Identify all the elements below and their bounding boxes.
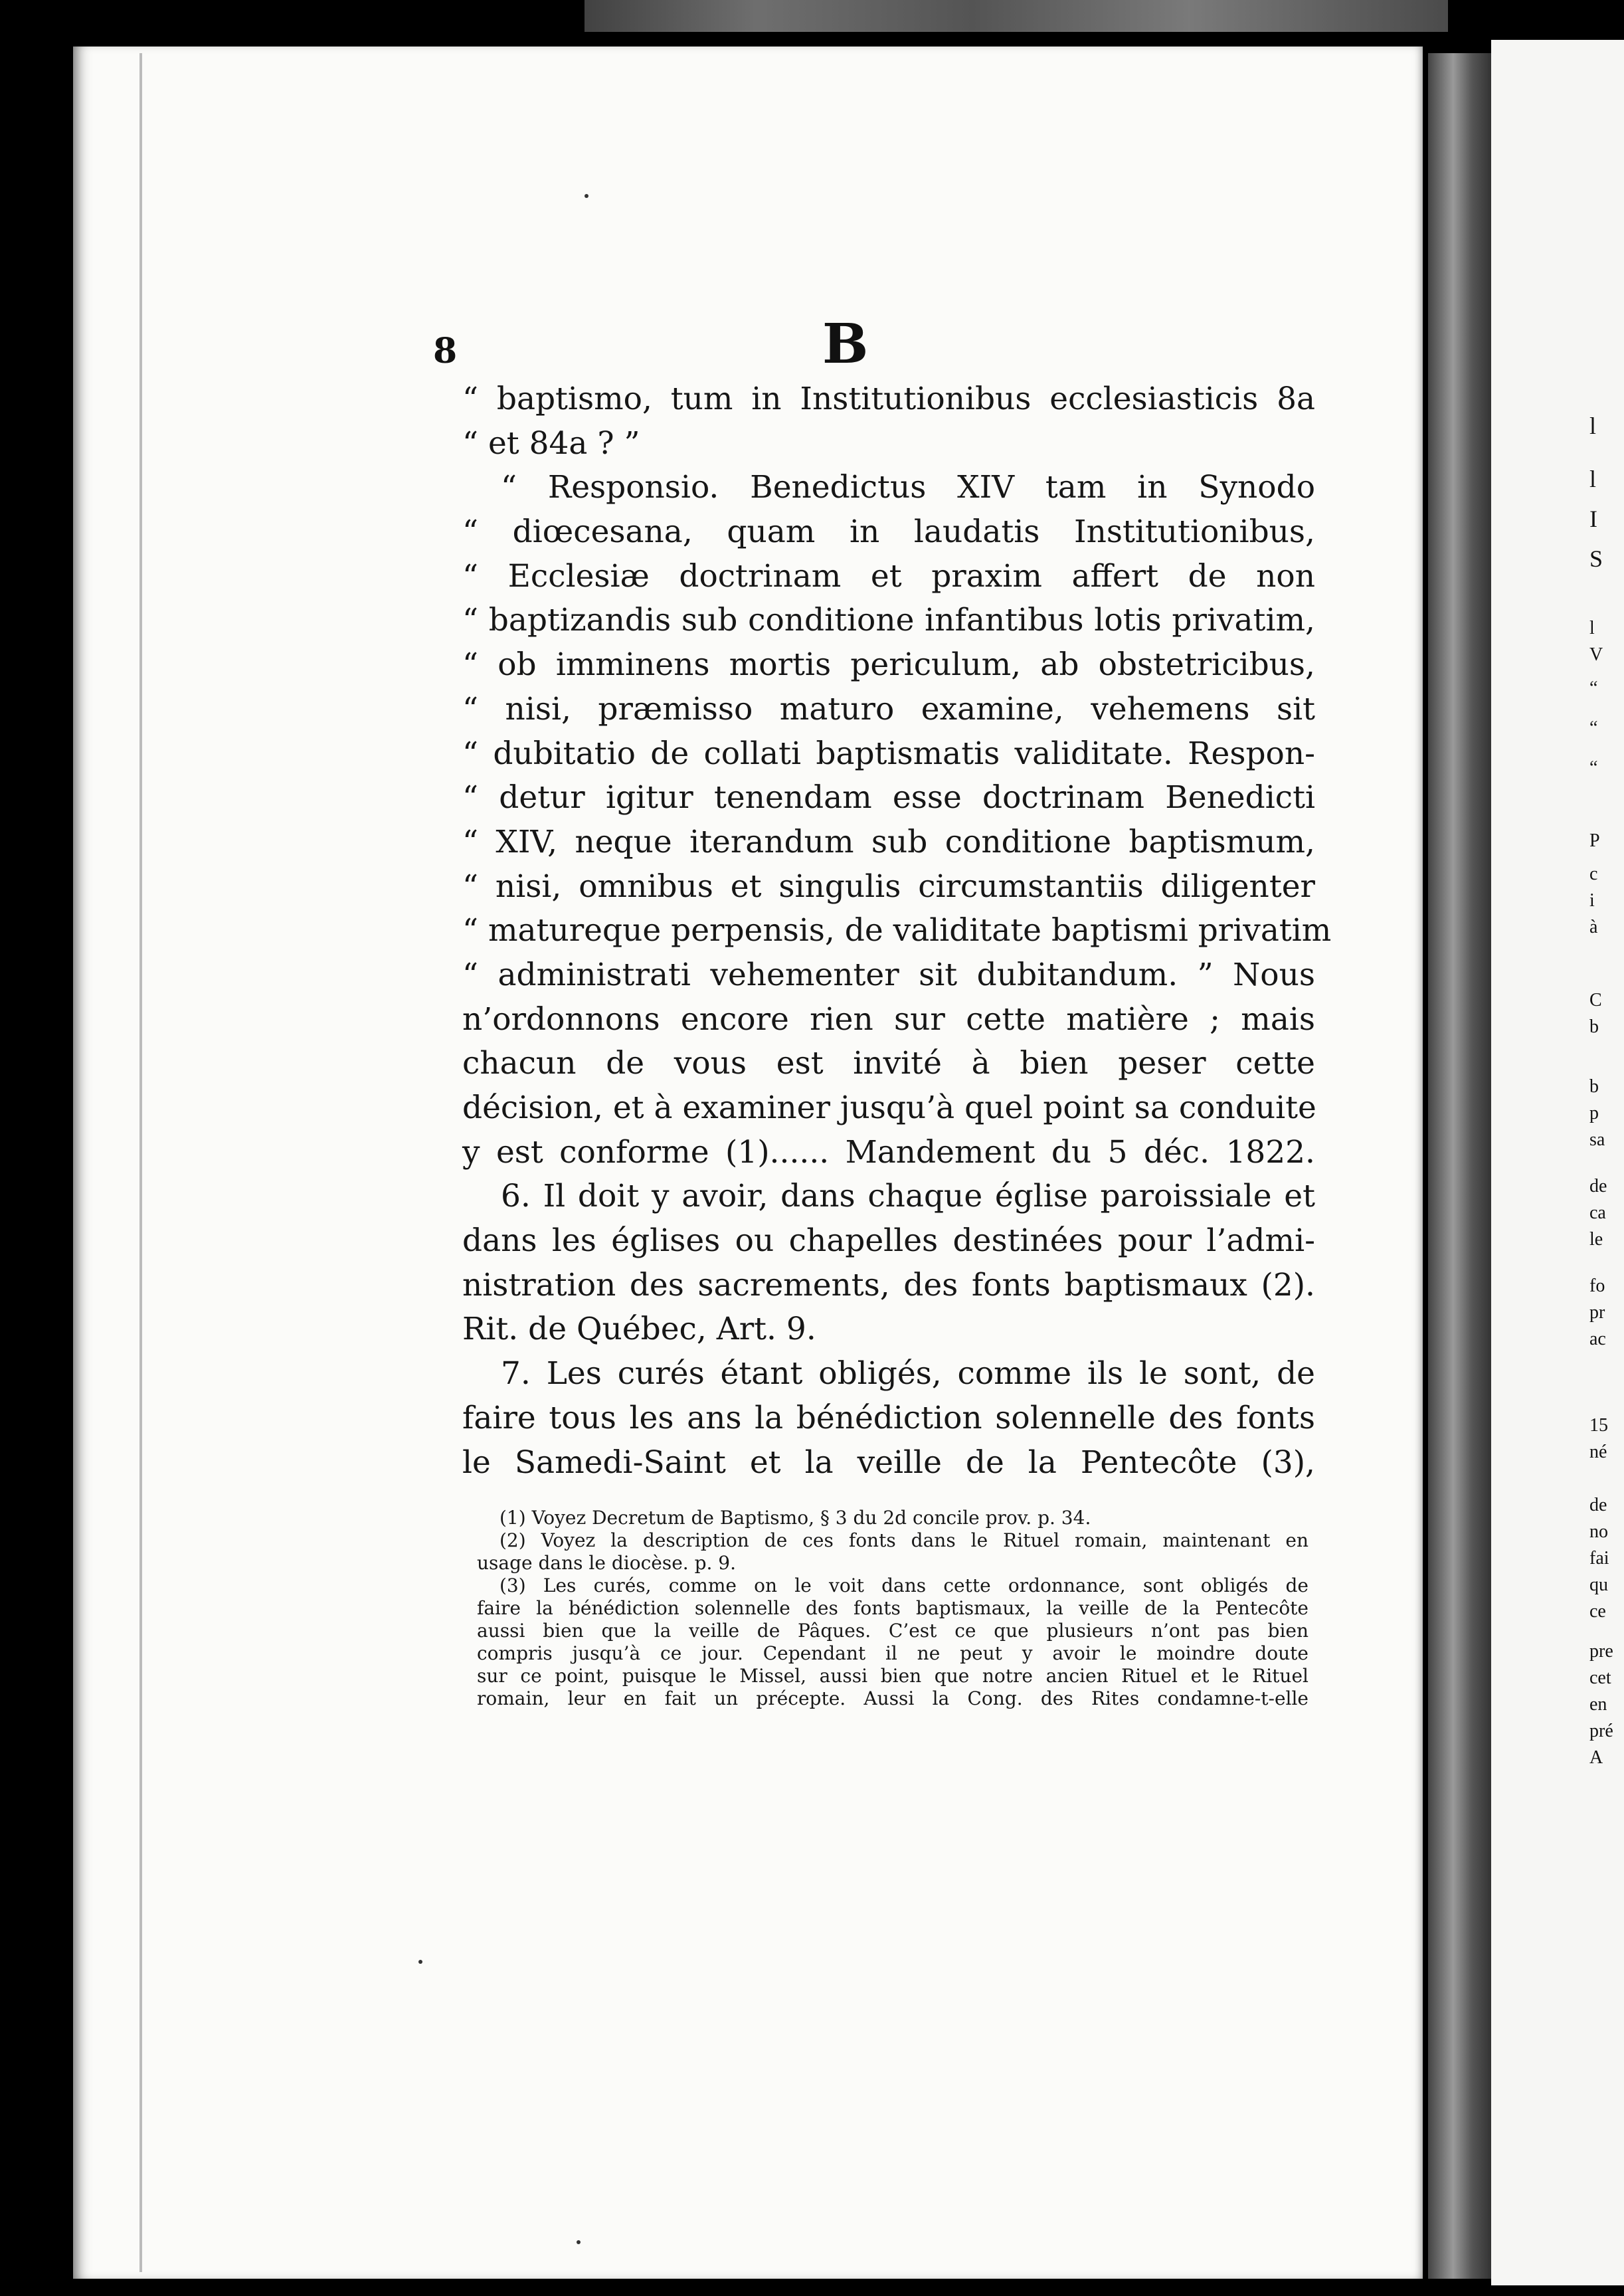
scan-speck <box>585 194 588 198</box>
facing-fragment: l <box>1589 413 1597 439</box>
text-line <box>462 466 1315 510</box>
facing-fragment: de <box>1589 1495 1607 1515</box>
footnote-line: usage dans le diocèse. p. 9. <box>477 1552 737 1574</box>
facing-fragment: de <box>1589 1176 1607 1196</box>
text-line: n’ordonnons encore rien sur cette matière ; mais <box>462 1001 1315 1038</box>
facing-fragment: à <box>1589 917 1598 937</box>
facing-fragment: b <box>1589 1076 1599 1097</box>
facing-fragment: pré <box>1589 1721 1613 1741</box>
text-line: “ XIV, neque iterandum sub conditione baptismum, <box>462 823 1315 860</box>
facing-fragment: P <box>1589 830 1600 851</box>
facing-fragment: pr <box>1589 1302 1605 1323</box>
text-line-content: “ Responsio. Benedictus XIV tam in Synodo <box>501 469 1315 506</box>
footnotes <box>477 1507 1308 1710</box>
facing-fragment: S <box>1589 545 1603 572</box>
facing-fragment: sa <box>1589 1129 1605 1150</box>
facing-fragment: b <box>1589 1016 1599 1037</box>
facing-fragment: né <box>1589 1442 1607 1462</box>
footnote-line: sur ce point, puisque le Missel, aussi bien que notre ancien Rituel et le Rituel <box>477 1665 1308 1687</box>
facing-fragment: C <box>1589 990 1602 1010</box>
facing-fragment: “ <box>1589 718 1598 738</box>
text-line: dans les églises ou chapelles destinées pour l’admi- <box>462 1222 1315 1260</box>
facing-fragment: no <box>1589 1521 1608 1542</box>
facing-fragment: pre <box>1589 1641 1613 1662</box>
text-line: “ detur igitur tenendam esse doctrinam Benedicti <box>462 779 1315 816</box>
text-line: chacun de vous est invité à bien peser cette <box>462 1045 1315 1082</box>
facing-fragment: fai <box>1589 1548 1609 1569</box>
footnote-line <box>477 1529 1308 1552</box>
footnote-line <box>477 1507 1308 1529</box>
facing-fragment: l <box>1589 618 1595 638</box>
footnote-line: romain, leur en fait un précepte. Aussi la Cong. des Rites condamne-t-elle <box>477 1687 1308 1709</box>
text-line: “ matureque perpensis, de validitate baptismi privatim <box>462 912 1332 949</box>
text-line: “ diœcesana, quam in laudatis Institutionibus, <box>462 514 1315 551</box>
section-letter-heading: B <box>822 312 869 376</box>
facing-fragment: le <box>1589 1229 1603 1250</box>
page-number: 8 <box>433 331 458 371</box>
footnote-line: compris jusqu’à ce jour. Cependant il ne peut y avoir le moindre doute <box>477 1642 1308 1664</box>
text-line <box>462 1352 1315 1396</box>
text-line: “ ob imminens mortis periculum, ab obstetricibus, <box>462 646 1315 684</box>
text-line: “ nisi, præmisso maturo examine, vehemens sit <box>462 690 1315 727</box>
text-line: “ nisi, omnibus et singulis circumstantiis diligenter <box>462 868 1315 905</box>
facing-fragment: “ <box>1589 678 1598 698</box>
footnote-line: aussi bien que la veille de Pâques. C’est ce que plusieurs n’ont pas bien <box>477 1620 1308 1642</box>
facing-fragment: l <box>1589 466 1597 492</box>
facing-fragment: V <box>1589 644 1603 665</box>
body-text <box>462 377 1332 1485</box>
facing-fragment: ce <box>1589 1601 1606 1622</box>
facing-fragment: cet <box>1589 1668 1611 1688</box>
text-line: “ administrati vehementer sit dubitandum. ” Nous <box>462 956 1315 993</box>
facing-fragment: I <box>1589 506 1597 532</box>
footnote-line-content: (3) Les curés, comme on le voit dans cette ordonnance, sont obligés de <box>499 1575 1308 1596</box>
text-line: “ Ecclesiæ doctrinam et praxim affert de non <box>462 557 1315 595</box>
facing-fragment: “ <box>1589 757 1598 778</box>
facing-fragment: i <box>1589 890 1595 911</box>
text-line: “ baptizandis sub conditione infantibus lotis privatim, <box>462 602 1315 639</box>
facing-fragment: qu <box>1589 1575 1608 1595</box>
text-line <box>462 1175 1315 1219</box>
facing-fragment: ca <box>1589 1202 1606 1223</box>
text-line: nistration des sacrements, des fonts baptismaux (2). <box>462 1266 1315 1303</box>
text-line: décision, et à examiner jusqu’à quel point sa conduite <box>462 1090 1316 1126</box>
book-spine-gutter <box>1428 53 1491 2279</box>
facing-fragment: A <box>1589 1747 1603 1768</box>
footnote-line-content: (2) Voyez la description de ces fonts dans le Rituel romain, maintenant en <box>499 1529 1308 1551</box>
facing-page <box>1491 40 1624 2285</box>
facing-fragment: 15 <box>1589 1415 1608 1436</box>
text-line: faire tous les ans la bénédiction solennelle des fonts <box>462 1399 1315 1436</box>
text-line: le Samedi-Saint et la veille de la Pentecôte (3), <box>462 1444 1315 1481</box>
text-line: y est conforme (1)...... Mandement du 5 déc. 1822. <box>462 1133 1315 1171</box>
text-line-content: 7. Les curés étant obligés, comme ils le sont, de <box>501 1355 1315 1392</box>
scanner-top-strip <box>585 0 1448 32</box>
facing-fragment: ac <box>1589 1329 1606 1349</box>
footnote-line <box>477 1575 1308 1597</box>
facing-fragment: p <box>1589 1103 1599 1123</box>
text-line-content: 6. Il doit y avoir, dans chaque église paroissiale et <box>501 1178 1315 1215</box>
text-line: Rit. de Québec, Art. 9. <box>462 1311 816 1348</box>
footnote-line: faire la bénédiction solennelle des fonts baptismaux, la veille de la Pentecôte <box>477 1597 1308 1619</box>
footnote-line-content: (1) Voyez Decretum de Baptismo, § 3 du 2d concile prov. p. 34. <box>499 1507 1091 1529</box>
text-line: “ baptismo, tum in Institutionibus ecclesiasticis 8a <box>462 381 1315 417</box>
facing-fragment: c <box>1589 864 1598 884</box>
scan-speck <box>577 2240 581 2244</box>
page-edge-line <box>139 53 142 2272</box>
text-line: “ dubitatio de collati baptismatis validitate. Respon- <box>462 735 1315 772</box>
text-line: “ et 84a ? ” <box>462 425 640 462</box>
facing-fragment: fo <box>1589 1276 1605 1296</box>
scan-speck <box>418 1960 422 1964</box>
facing-fragment: en <box>1589 1694 1607 1715</box>
